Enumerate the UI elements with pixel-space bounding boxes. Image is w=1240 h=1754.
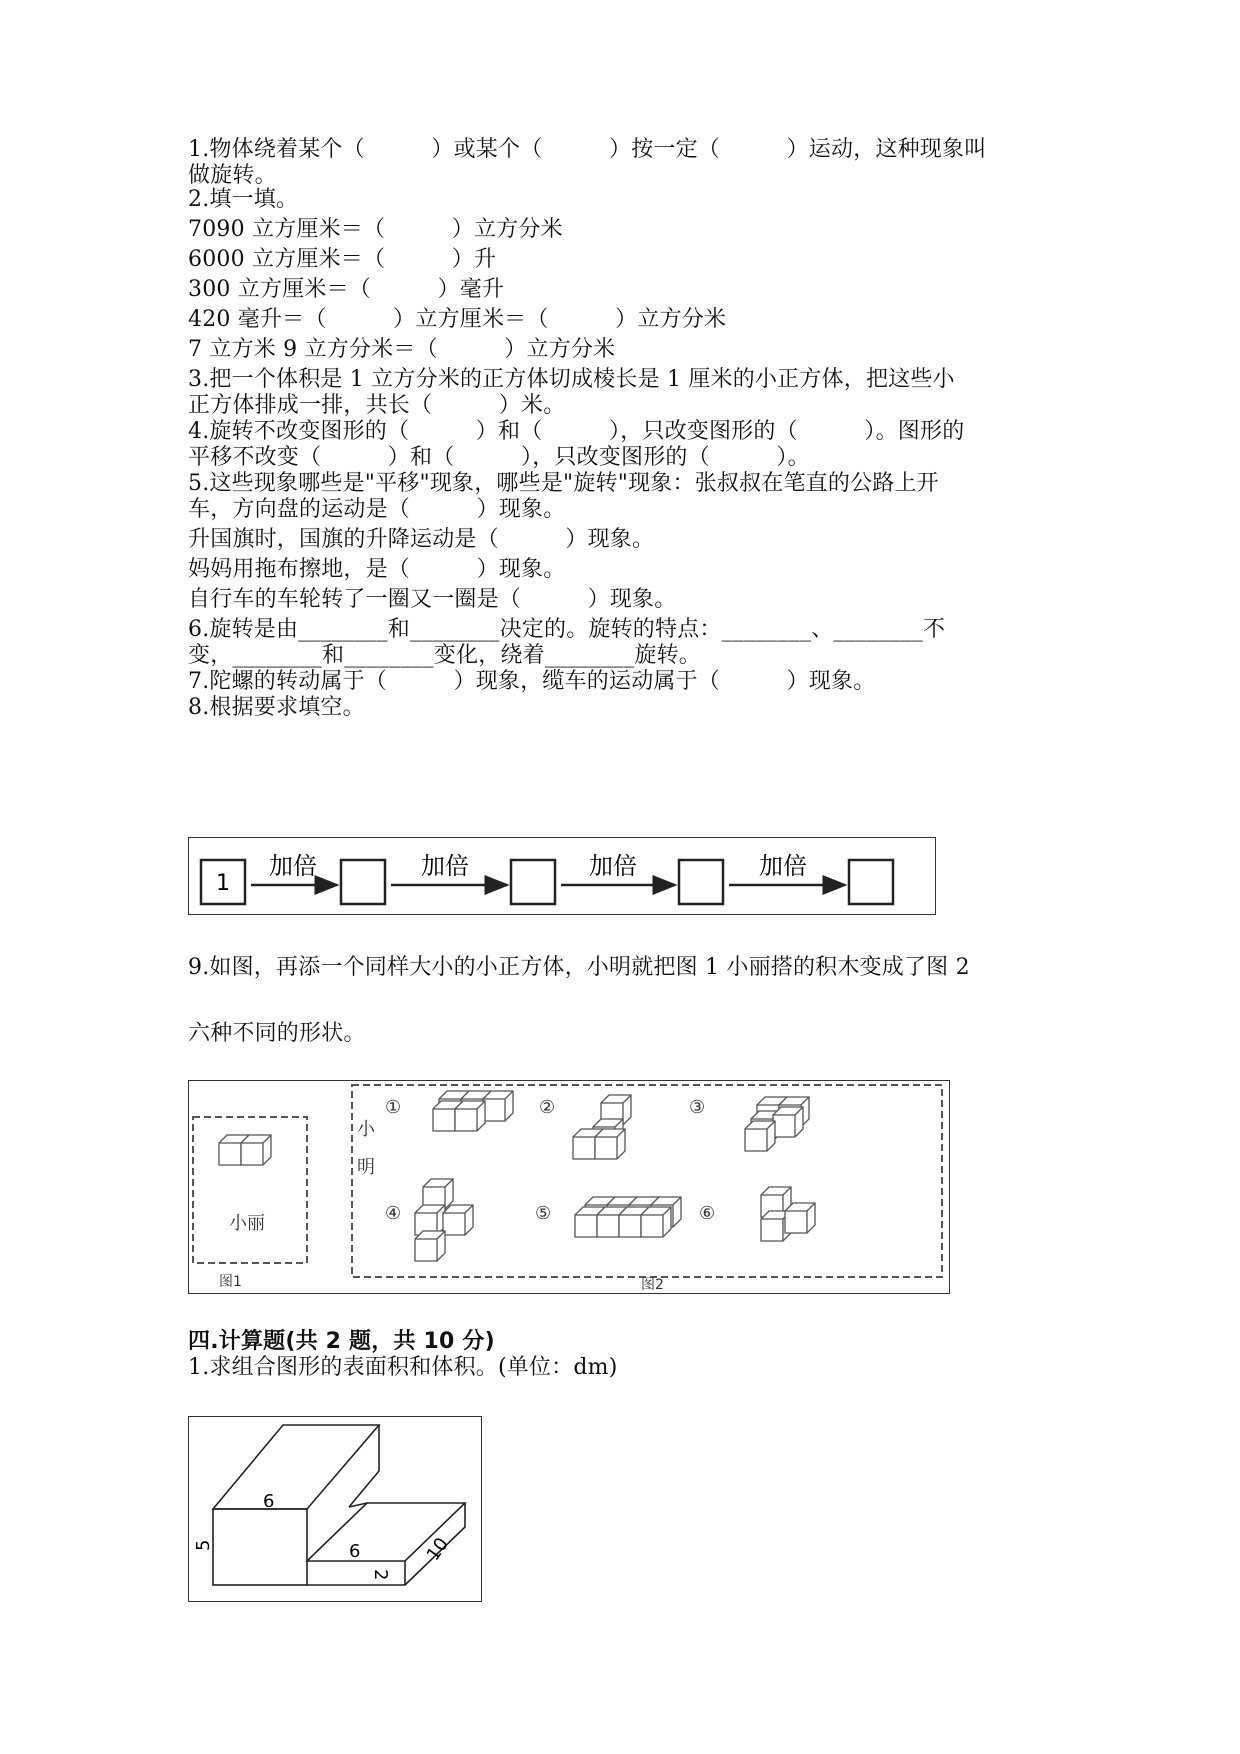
dim-tall-height: 5	[193, 1539, 214, 1551]
arrow-label-1: 加倍	[269, 852, 317, 880]
q2-item4: 420 毫升＝（ ）立方厘米＝（ ）立方分米	[188, 307, 727, 332]
blocks-figure	[188, 1080, 950, 1294]
composite-solid-figure	[188, 1416, 482, 1602]
doubling-figure	[188, 837, 936, 915]
q2-item3: 300 立方厘米＝（ ）毫升	[188, 277, 505, 302]
arrow-label-4: 加倍	[759, 852, 807, 880]
dim-top-width: 6	[263, 1491, 275, 1512]
option-mark-4: ④	[385, 1203, 402, 1224]
option-mark-1: ①	[385, 1097, 402, 1118]
q7-line: 7.陀螺的转动属于（ ）现象，缆车的运动属于（ ）现象。	[188, 669, 876, 694]
dim-low-width: 6	[349, 1541, 361, 1562]
solid-outline	[213, 1425, 465, 1585]
q1-line2: 做旋转。	[188, 163, 277, 188]
answer-box-3[interactable]	[679, 860, 723, 904]
answer-box-2[interactable]	[511, 860, 555, 904]
option-mark-6: ⑥	[699, 1203, 716, 1224]
q9-line2: 六种不同的形状。	[188, 1021, 366, 1046]
xiaoming-char-1: 小	[357, 1119, 375, 1140]
q6-line1: 6.旋转是由________和________决定的。旋转的特点：________、________不	[188, 617, 946, 642]
option-3-blocks	[745, 1097, 809, 1151]
q5-line2: 车，方向盘的运动是（ ）现象。	[188, 497, 566, 522]
answer-box-1[interactable]	[341, 860, 385, 904]
q5-line5: 自行车的车轮转了一圈又一圈是（ ）现象。	[188, 587, 677, 612]
option-2-blocks	[573, 1095, 631, 1159]
option-1-blocks	[433, 1091, 513, 1131]
option-4-blocks	[415, 1179, 473, 1261]
option-5-blocks	[575, 1197, 681, 1237]
doubling-chain	[189, 838, 935, 914]
dim-length: 10	[422, 1533, 453, 1565]
q4-line2: 平移不改变（ ）和（ ），只改变图形的（ ）。	[188, 445, 810, 470]
section-4-heading: 四.计算题(共 2 题，共 10 分)	[188, 1329, 495, 1354]
answer-box-4[interactable]	[849, 860, 893, 904]
q5-line4: 妈妈用拖布擦地，是（ ）现象。	[188, 557, 566, 582]
xiaoli-label: 小丽	[229, 1213, 265, 1234]
q5-line1: 5.这些现象哪些是"平移"现象，哪些是"旋转"现象：张叔叔在笔直的公路上开	[188, 471, 939, 496]
q2-item2: 6000 立方厘米＝（ ）升	[188, 247, 497, 272]
option-mark-5: ⑤	[535, 1203, 552, 1224]
q6-line2: 变，________和________变化，绕着________旋转。	[188, 643, 702, 668]
q3-line2: 正方体排成一排，共长（ ）米。	[188, 393, 566, 418]
option-mark-3: ③	[689, 1097, 706, 1118]
fig2-label: 图2	[641, 1277, 664, 1293]
fig1-label: 图1	[219, 1274, 242, 1290]
q8-title: 8.根据要求填空。	[188, 695, 365, 720]
dim-low-height: 2	[370, 1569, 391, 1581]
xiaoli-blocks	[219, 1135, 271, 1165]
arrow-label-2: 加倍	[421, 852, 469, 880]
blocks-drawing	[189, 1081, 949, 1293]
q5-line3: 升国旗时，国旗的升降运动是（ ）现象。	[188, 527, 655, 552]
solid-drawing	[189, 1417, 481, 1601]
q1-line1: 1.物体绕着某个（ ）或某个（ ）按一定（ ）运动，这种现象叫	[188, 137, 987, 162]
arrow-label-3: 加倍	[589, 852, 637, 880]
q3-line1: 3.把一个体积是 1 立方分米的正方体切成棱长是 1 厘米的小正方体，把这些小	[188, 367, 955, 392]
option-6-blocks	[761, 1187, 815, 1241]
q2-title: 2.填一填。	[188, 187, 299, 212]
xiaoming-char-2: 明	[357, 1157, 375, 1178]
start-value: 1	[216, 871, 230, 896]
q4-line1: 4.旋转不改变图形的（ ）和（ ），只改变图形的（ ）。图形的	[188, 419, 965, 444]
calc-q1: 1.求组合图形的表面积和体积。(单位：dm)	[188, 1355, 618, 1380]
q2-item1: 7090 立方厘米＝（ ）立方分米	[188, 217, 563, 242]
option-mark-2: ②	[539, 1097, 556, 1118]
box-start	[201, 860, 245, 904]
q2-item5: 7 立方米 9 立方分米＝（ ）立方分米	[188, 337, 616, 362]
q9-line1: 9.如图，再添一个同样大小的小正方体，小明就把图 1 小丽搭的积木变成了图 2	[188, 955, 970, 980]
